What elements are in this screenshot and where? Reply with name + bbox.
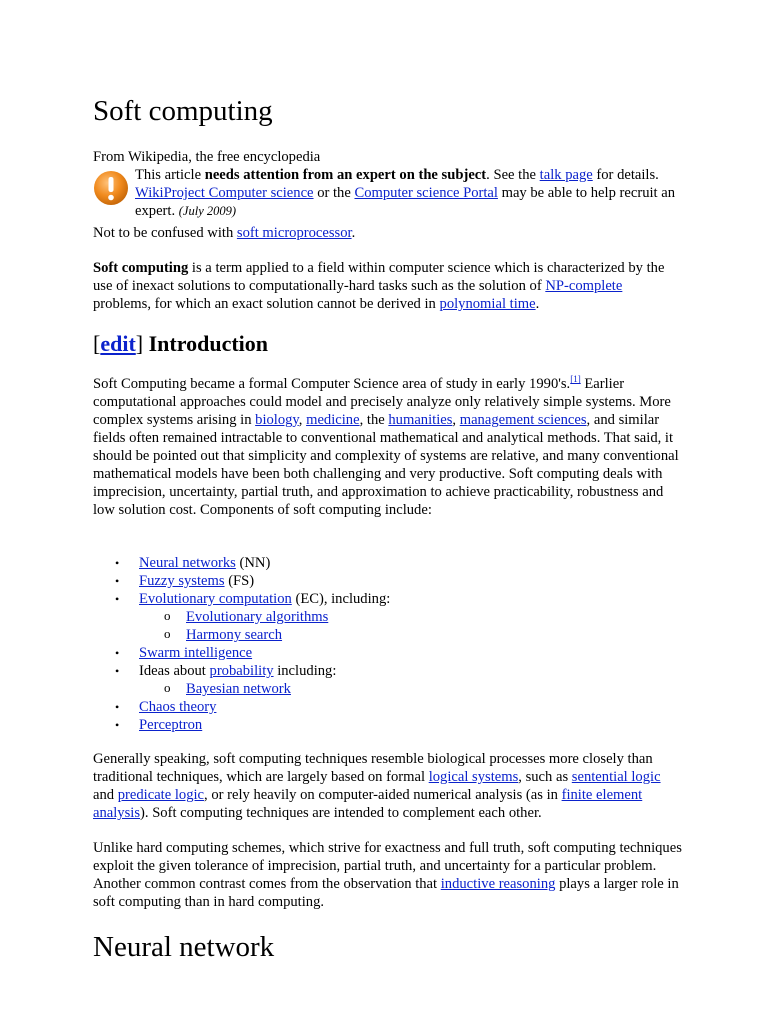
sentential-logic-link[interactable]: sentential logic (571, 769, 661, 785)
list-item (139, 680, 683, 698)
predicate-logic-link[interactable]: predicate logic (117, 787, 205, 803)
list-item (93, 662, 683, 698)
intro-text: , and similar fields often remained intractable to conventional mathematical and analytical methods. That said, it should be pointed out that simplicity and complexity of systems are relative, and many conventional mathematical models have been both challenging and very productive. Soft computing deals with imprecision, uncertainty, partial truth, and approximation to achieve practicability, robustness and low solution cost. Components of soft computing include: (93, 412, 679, 518)
intro-text: Earlier computational approaches could model and precisely analyze only relatively simple systems. More complex systems arising in (93, 376, 671, 428)
list-item (93, 698, 683, 716)
notice-date: (July 2009) (178, 204, 237, 218)
probability-link[interactable]: probability (209, 663, 274, 679)
notice-text: for details. (592, 167, 659, 183)
humanities-link[interactable]: humanities (388, 412, 453, 428)
page-title: Soft computing (93, 95, 273, 127)
intro-text: plays a larger role in soft computing than in hard computing. (93, 876, 679, 910)
sublist (139, 608, 683, 644)
portal-link[interactable]: Computer science Portal (354, 185, 498, 201)
intro-text: , such as (518, 769, 572, 785)
lead-text: problems, for which an exact solution cannot be derived in (93, 296, 440, 312)
list-item-text: (FS) (224, 573, 255, 589)
notice-bold: needs attention from an expert on the subject (204, 167, 487, 183)
list-item-text: (EC), including: (291, 591, 391, 607)
biology-link[interactable]: biology (255, 412, 299, 428)
list-item (93, 572, 683, 590)
lead-text: . (535, 296, 540, 312)
wikiproject-link[interactable]: WikiProject Computer science (135, 185, 314, 201)
list-item (139, 608, 683, 626)
perceptron-link[interactable]: Perceptron (139, 717, 203, 733)
edit-bracket: ] (135, 331, 144, 356)
lead-bold: Soft computing (93, 260, 189, 276)
intro-paragraph-2 (93, 750, 683, 822)
evolutionary-computation-link[interactable]: Evolutionary computation (139, 591, 292, 607)
neural-networks-link[interactable]: Neural networks (139, 555, 236, 571)
section-title: Introduction (143, 331, 269, 356)
talk-page-link[interactable]: talk page (539, 167, 593, 183)
intro-paragraph-1 (93, 375, 683, 519)
edit-bracket: [ (93, 331, 101, 356)
intro-text: and (93, 787, 118, 803)
warning-exclamation-icon (93, 170, 129, 206)
notice-text: may be able to help recruit an expert. (135, 185, 676, 219)
harmony-search-link[interactable]: Harmony search (186, 627, 283, 643)
notice-text: This article (135, 167, 205, 183)
inductive-reasoning-link[interactable]: inductive reasoning (440, 876, 556, 892)
intro-text: Unlike hard computing schemes, which strive for exactness and full truth, soft computing techniques exploit the given tolerance of imprecision, partial truth, and uncertainty for a particular problem. Another common contrast comes from the observation that (93, 840, 682, 892)
expert-notice (135, 166, 683, 220)
notice-text: or the (313, 185, 355, 201)
list-item (93, 716, 683, 734)
medicine-link[interactable]: medicine (306, 412, 360, 428)
logical-systems-link[interactable]: logical systems (428, 769, 519, 785)
intro-text: , (452, 412, 460, 428)
list-item-text: (NN) (235, 555, 271, 571)
list-item-text: Ideas about (139, 663, 210, 679)
list-item (139, 626, 683, 644)
intro-paragraph-3 (93, 839, 683, 911)
soft-microprocessor-link[interactable]: soft microprocessor (236, 225, 352, 241)
lead-paragraph (93, 259, 683, 313)
bayesian-network-link[interactable]: Bayesian network (186, 681, 291, 697)
swarm-intelligence-link[interactable]: Swarm intelligence (139, 645, 253, 661)
list-item (93, 644, 683, 662)
hatnote-text: . (351, 225, 356, 241)
intro-text: Soft Computing became a formal Computer Science area of study in early 1990's. (93, 376, 571, 392)
np-complete-link[interactable]: NP-complete (545, 278, 623, 294)
intro-text: ). Soft computing techniques are intended to complement each other. (140, 805, 542, 821)
list-item-text: including: (273, 663, 337, 679)
edit-link[interactable]: edit (100, 331, 136, 356)
intro-text: , or rely heavily on computer-aided numerical analysis (as in (204, 787, 562, 803)
intro-text: Generally speaking, soft computing techniques resemble biological processes more closely than traditional techniques, which are largely based on formal (93, 751, 653, 785)
fuzzy-systems-link[interactable]: Fuzzy systems (139, 573, 225, 589)
intro-text: , (298, 412, 307, 428)
evolutionary-algorithms-link[interactable]: Evolutionary algorithms (186, 609, 329, 625)
chaos-theory-link[interactable]: Chaos theory (139, 699, 217, 715)
sublist (139, 680, 683, 698)
tagline: From Wikipedia, the free encyclopedia (93, 149, 321, 165)
intro-text: , the (359, 412, 389, 428)
notice-text: . See the (486, 167, 540, 183)
list-item (93, 554, 683, 572)
finite-element-analysis-link[interactable]: finite element analysis (93, 787, 643, 821)
management-sciences-link[interactable]: management sciences (459, 412, 587, 428)
lead-text: is a term applied to a field within computer science which is characterized by the use of inexact solutions to computationally-hard tasks such as the solution of (93, 260, 665, 294)
reference-link[interactable]: [1] (570, 374, 581, 384)
polynomial-time-link[interactable]: polynomial time (439, 296, 536, 312)
section-heading-introduction (93, 331, 683, 357)
section-heading-neural-network: Neural network (93, 931, 275, 963)
hatnote (93, 224, 683, 242)
list-item (93, 590, 683, 644)
hatnote-text: Not to be confused with (93, 225, 237, 241)
components-list (93, 554, 683, 734)
